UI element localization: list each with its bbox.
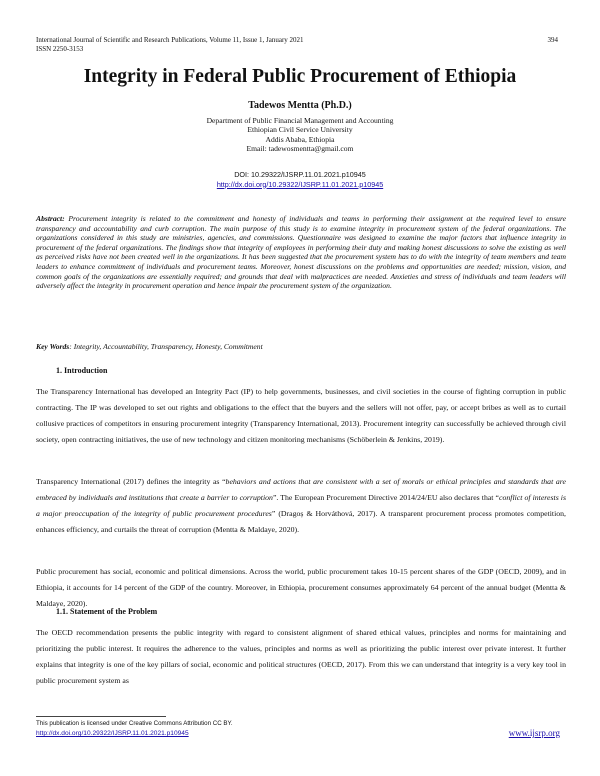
paragraph-3: Public procurement has social, economic and political dimensions. Across the world, public procurement takes 10-15 percent shares of the GDP (OECD, 2009), and in Ethiopia, it accounts for 14 percent of the GDP of the country. Moreover, in Ethiopia, procurement consumes approximately 64 percent of the annual budget (Mentta & Maldaye, 2020). (36, 567, 566, 608)
page-number: 394 (547, 36, 558, 44)
running-header (36, 36, 304, 54)
keywords-label: Key Words (36, 342, 70, 351)
affiliation (0, 116, 600, 154)
abstract-label: Abstract: (36, 214, 65, 223)
abstract (36, 214, 566, 291)
affiliation-department: Department of Public Financial Management and Accounting (206, 116, 394, 125)
affiliation-city: Addis Ababa, Ethiopia (265, 134, 335, 144)
paragraph-2 (36, 474, 566, 538)
section-heading-statement-of-problem: 1.1. Statement of the Problem (56, 607, 158, 616)
footer-doi-link[interactable]: http://dx.doi.org/10.29322/IJSRP.11.01.2021.p10945 (36, 730, 189, 737)
para2-text-c: ”. The European Procurement Directive 2014/24/EU also declares that “ (272, 493, 500, 502)
affiliation-university: Ethiopian Civil Service University (247, 125, 353, 135)
issn: ISSN 2250-3153 (36, 45, 84, 53)
author-email: Email: tadewosmentta@gmail.com (246, 144, 354, 154)
author-name: Tadewos Mentta (Ph.D.) (248, 100, 352, 111)
section-heading-introduction: 1. Introduction (56, 366, 108, 375)
para2-quote-2: conflict of interests is a major preoccupation of the integrity of public procurement procedures (36, 493, 566, 518)
para2-text-a: Transparency International (2017) defines the integrity as “ (36, 477, 226, 486)
paper-title: Integrity in Federal Public Procurement of Ethiopia (83, 66, 517, 87)
doi-link[interactable]: http://dx.doi.org/10.29322/IJSRP.11.01.2021.p10945 (216, 179, 384, 189)
paragraph-1: The Transparency International has developed an Integrity Pact (IP) to help governments, businesses, and civil societies in the course of fighting corruption in public contracting. The IP was developed to set out rights and obligations to the effect that the buyers and the sellers will not offer, pay, or accept bribes as well as to curtail collusive practices of competitors in ensuring procurement integrity (Transparency International, 2013). Procurement integrity can successfully be achieved through civil society, open contracting initiatives, the use of new technology and citizen monitoring mechanisms (Schöberlein & Jenkins, 2019). (36, 387, 566, 444)
journal-website-link[interactable]: www.ijsrp.org (508, 728, 560, 738)
footer-divider (36, 716, 166, 717)
doi-block (0, 170, 600, 189)
abstract-text: Procurement integrity is related to the commitment and honesty of individuals and teams in performing their assignment at the required level to ensure transparency and accountability and curb corruption. The main purpose of this study is to examine integrity in procurement system of the federal organizations. The organizations considered in this study are ministries, agencies, and commissions. Questionnaire was designed to examine the major factors that influence integrity in procurement of the federal organizations. The findings show that integrity of employees in performing their duty and making honest discussions to solve the existing as well as perceived risks have not been created well in the organizations. It has been suggested that the procurement system has to do with the integrity of team members and team leaders to enhance commitment of individuals and procurement teams. Moreover, honest discussions on the problems and opportunities are needed; mission, vision, and common goals of the organizations are essentially required; and grounds that deal with malpractices are needed. Anxieties and stress of individuals and team leaders will adversely affect the integrity in procurement operation and hence impair the procurement system of the organization. (36, 214, 566, 291)
paragraph-4: The OECD recommendation presents the public integrity with regard to consistent alignment of shared ethical values, principles and norms for maintaining and prioritizing the public interest. It requires the adherence to the values, principles and norms as well as prioritizing the public interest over private interest. It further explains that integrity is one of the key pillars of social, economic and political structures (OECD, 2017). From this we can understand that integrity is a very key tool in public procurement system as (36, 628, 566, 685)
license-note: This publication is licensed under Creative Commons Attribution CC BY. (36, 720, 233, 727)
keywords (36, 342, 566, 351)
para2-text-e: ” (Dragoș & Horváthová, 2017). A transparent procurement process promotes competition, enhances efficiency, and curtails the threat of corruption (Mentta & Maldaye, 2020). (36, 509, 567, 534)
keywords-text: : Integrity, Accountability, Transparency, Honesty, Commitment (69, 342, 263, 351)
doi-text: DOI: 10.29322/IJSRP.11.01.2021.p10945 (234, 170, 366, 179)
para2-quote-1: behaviors and actions that are consistent with a set of morals or ethical principles and standards that are embraced by individuals and institutions that create a barrier to corruption (36, 477, 566, 502)
journal-name: International Journal of Scientific and Research Publications, Volume 11, Issue 1, January 2021 (36, 36, 304, 44)
